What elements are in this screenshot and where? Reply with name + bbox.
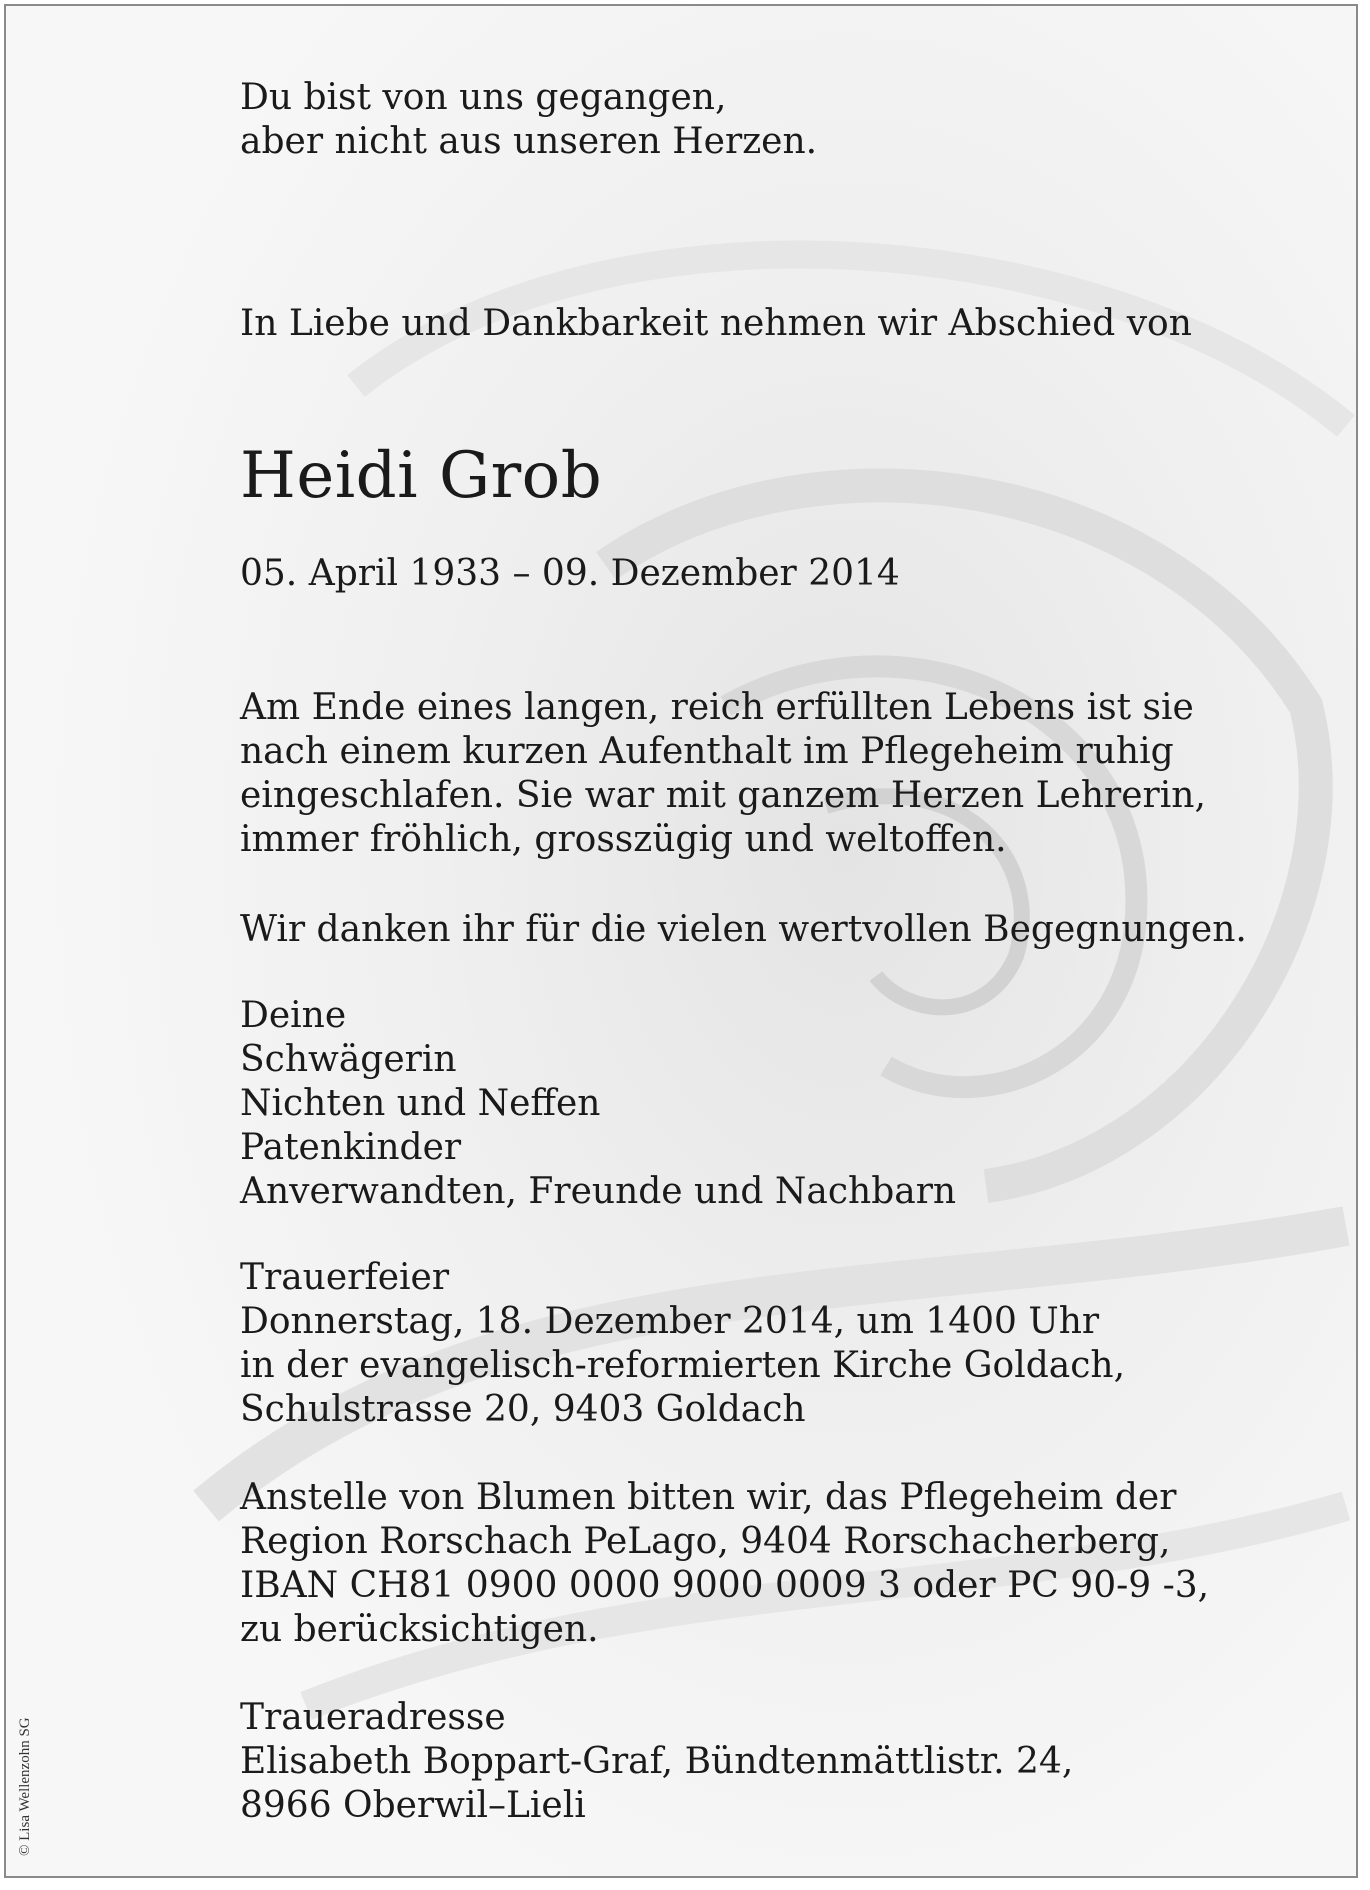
mourner-line: Nichten und Neffen	[240, 1083, 601, 1124]
address-line: Elisabeth Boppart-Graf, Bündtenmättlistr. 24,	[240, 1741, 1074, 1782]
dates-line: 05. April 1933 – 09. Dezember 2014	[240, 553, 900, 594]
body-line: immer fröhlich, grosszügig und weltoffen.	[240, 819, 1007, 860]
motto-line: aber nicht aus unseren Herzen.	[240, 121, 818, 162]
motto	[240, 76, 817, 164]
donation-note	[240, 1476, 1209, 1652]
mourner-line: Anverwandten, Freunde und Nachbarn	[240, 1171, 957, 1212]
mourner-line: Schwägerin	[240, 1039, 457, 1080]
mourning-address	[240, 1696, 1073, 1828]
donation-line: zu berücksichtigen.	[240, 1609, 599, 1650]
service-heading: Trauerfeier	[240, 1257, 450, 1298]
body-line: Am Ende eines langen, reich erfüllten Lebens ist sie	[240, 687, 1194, 728]
deceased-name	[240, 438, 602, 514]
thanks	[240, 908, 1247, 952]
mourner-line: Patenkinder	[240, 1127, 462, 1168]
motto-line: Du bist von uns gegangen,	[240, 77, 727, 118]
address-heading: Traueradresse	[240, 1697, 506, 1738]
body-paragraph	[240, 686, 1206, 862]
service-line: Schulstrasse 20, 9403 Goldach	[240, 1389, 806, 1430]
service-line: in der evangelisch-reformierten Kirche Goldach,	[240, 1345, 1126, 1386]
funeral-service	[240, 1256, 1125, 1432]
obituary-frame	[4, 4, 1358, 1878]
thanks-line: Wir danken ihr für die vielen wertvollen Begegnungen.	[240, 909, 1247, 950]
intro-line: In Liebe und Dankbarkeit nehmen wir Abschied von	[240, 303, 1192, 344]
donation-line: Anstelle von Blumen bitten wir, das Pflegeheim der	[240, 1477, 1177, 1518]
address-line: 8966 Oberwil–Lieli	[240, 1785, 586, 1826]
donation-line: Region Rorschach PeLago, 9404 Rorschacherberg,	[240, 1521, 1171, 1562]
service-line: Donnerstag, 18. Dezember 2014, um 1400 Uhr	[240, 1301, 1100, 1342]
body-line: eingeschlafen. Sie war mit ganzem Herzen Lehrerin,	[240, 775, 1206, 816]
body-line: nach einem kurzen Aufenthalt im Pflegeheim ruhig	[240, 731, 1174, 772]
life-dates	[240, 552, 900, 596]
photo-credit: © Lisa Wellenzohn SG	[17, 1717, 33, 1856]
intro	[240, 302, 1192, 346]
donation-line: IBAN CH81 0900 0000 9000 0009 3 oder PC 90-9 -3,	[240, 1565, 1210, 1606]
mourners-list	[240, 994, 956, 1214]
mourner-line: Deine	[240, 995, 347, 1036]
name-heading: Heidi Grob	[240, 439, 603, 513]
